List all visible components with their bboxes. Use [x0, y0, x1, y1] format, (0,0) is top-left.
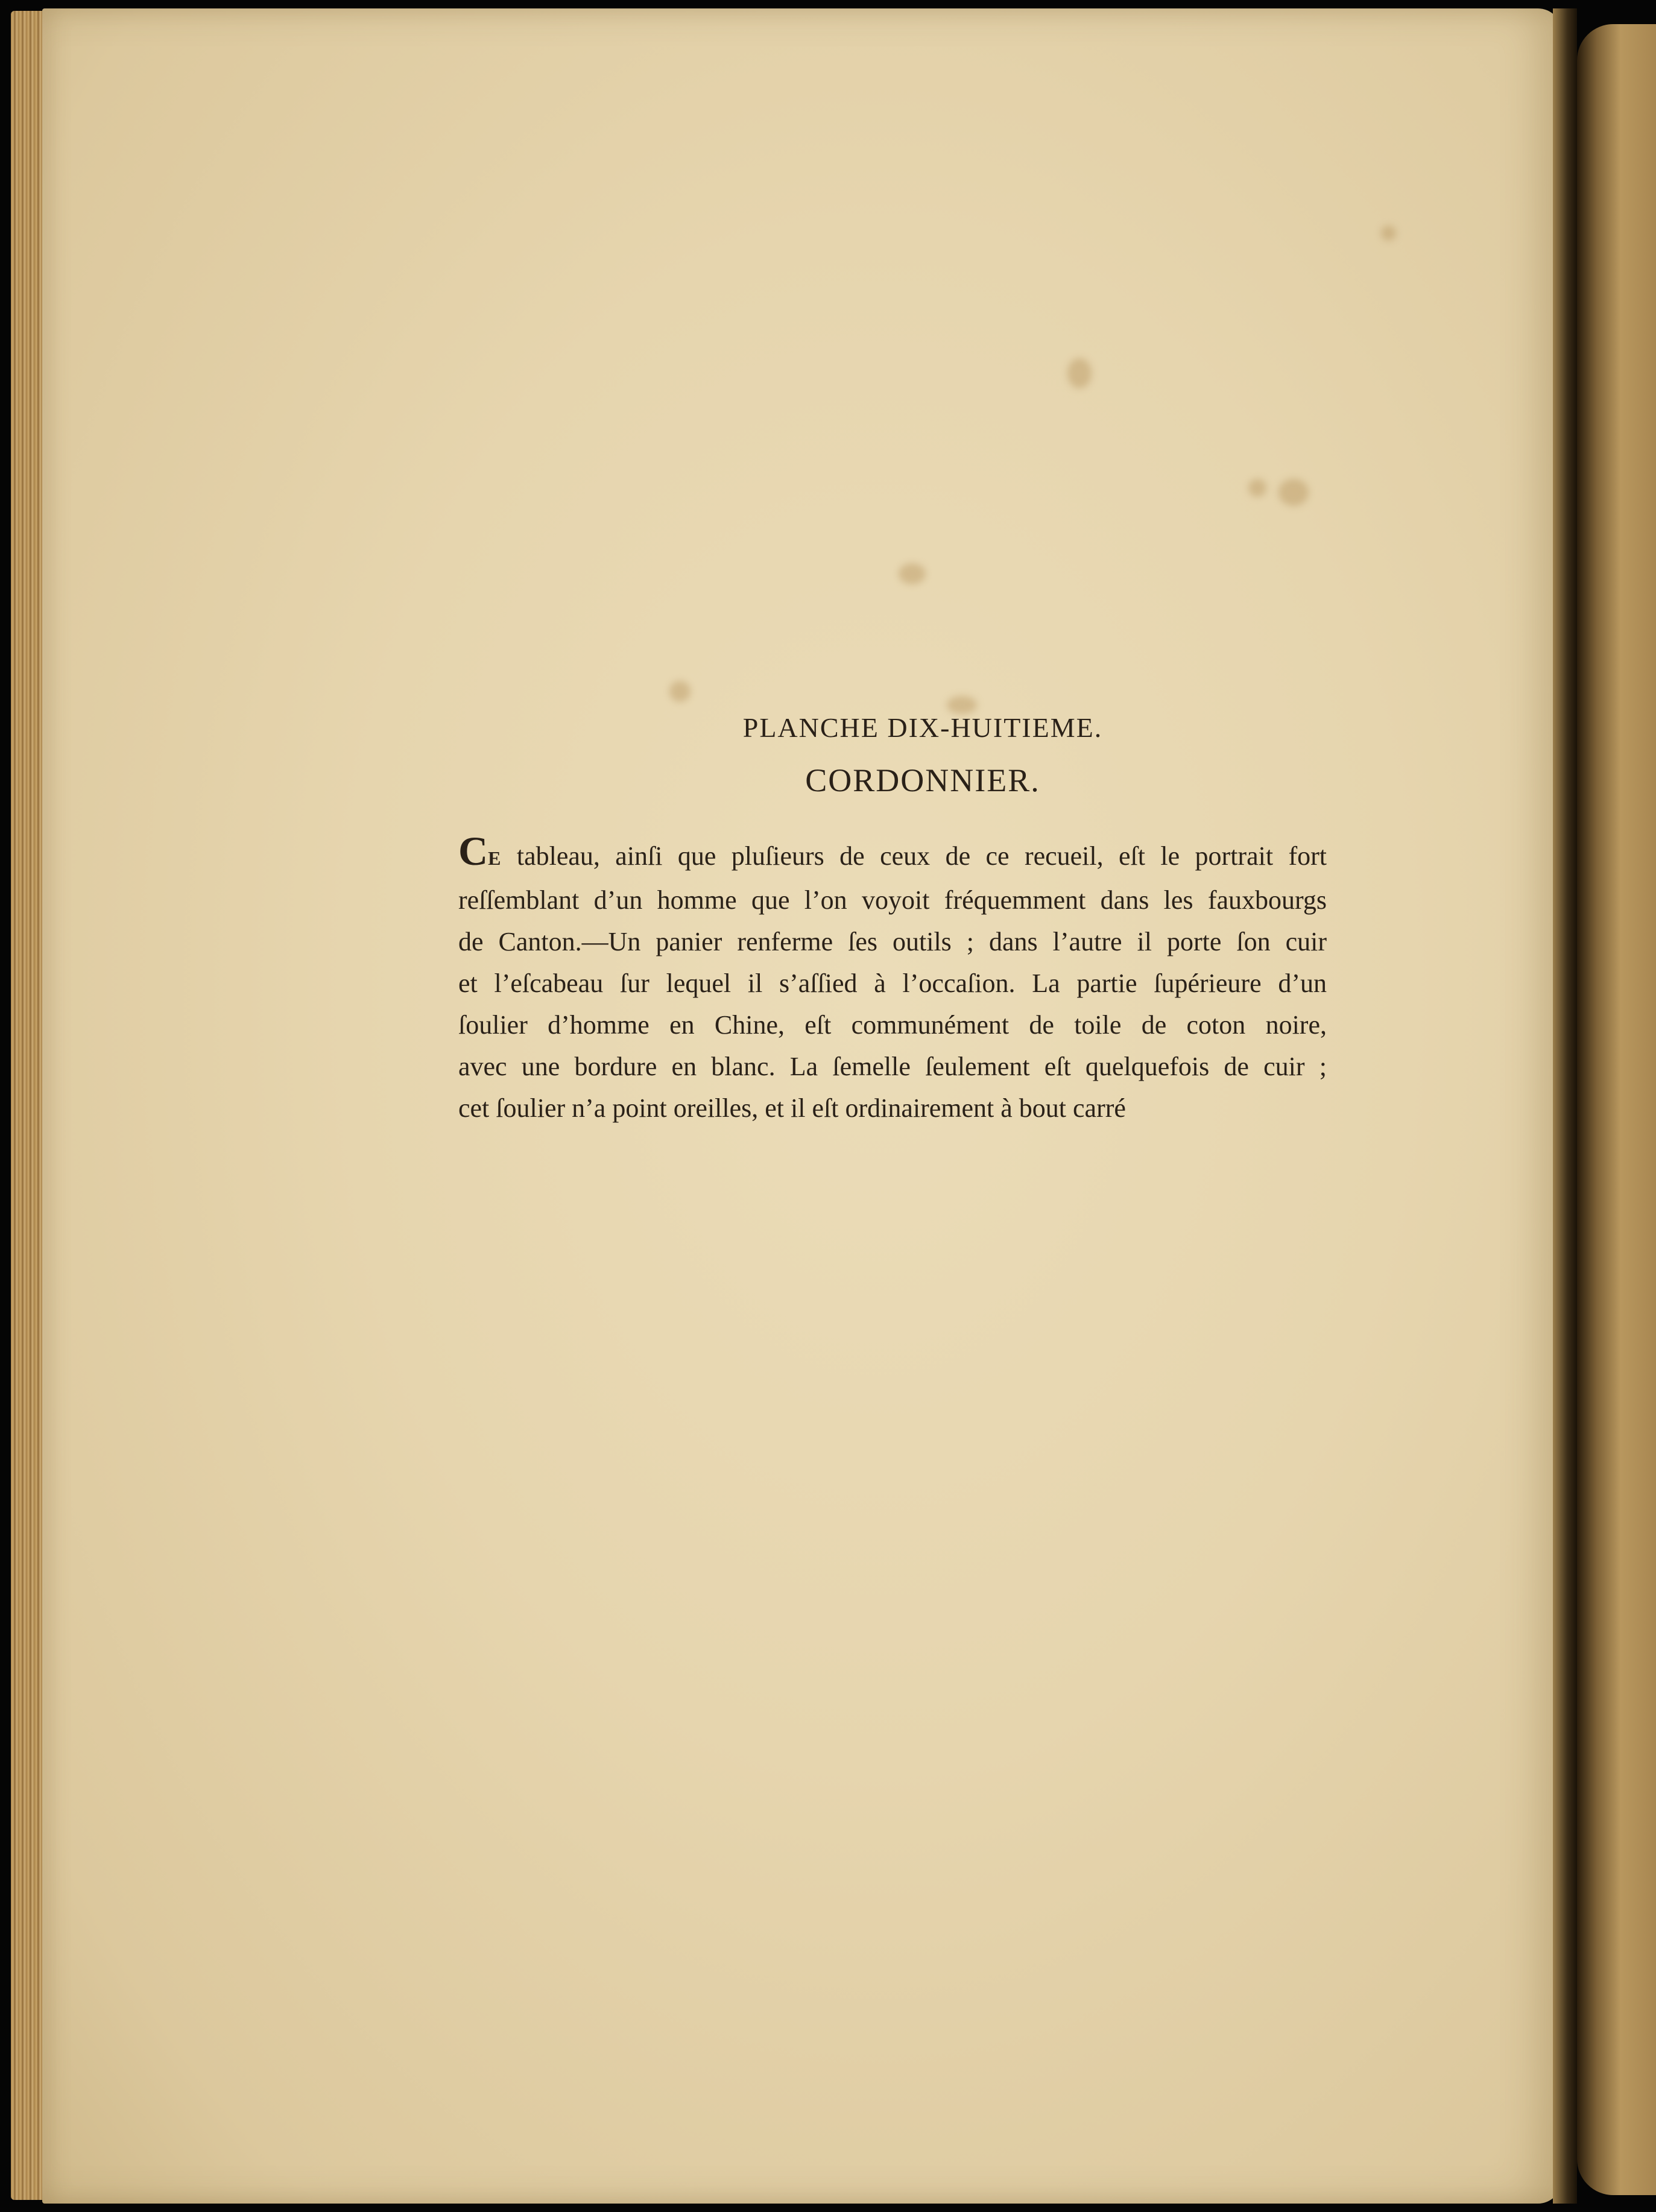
book-gutter: [1553, 8, 1577, 2204]
plate-heading: PLANCHE DIX-HUITIEME.: [742, 712, 1103, 743]
text-line: avec une bordure en blanc. La ſemelle ſeulement eſt quelquefois de cuir ;: [458, 1052, 1327, 1081]
text-line: de Canton.—Un panier renferme ſes outils ; dans l’autre il porte ſon cuir: [458, 927, 1327, 956]
text-line: cet ſoulier n’a point oreilles, et il eſt ordinairement à bout carré: [458, 1093, 1126, 1123]
foxing-stain: [669, 681, 691, 702]
text-line: et l’eſcabeau ſur lequel il s’aſſied à l’occaſion. La partie ſupérieure d’un: [458, 969, 1327, 998]
text-line: [458, 828, 1327, 879]
article-title: CORDONNIER.: [805, 762, 1040, 798]
text-block: [458, 712, 1327, 1129]
text-line: ſoulier d’homme en Chine, eſt communément de toile de coton noire,: [458, 1010, 1327, 1040]
dropcap: C: [458, 828, 488, 874]
dropcap-rest: E: [488, 847, 502, 869]
foxing-stain: [899, 563, 926, 584]
body-paragraph: [458, 828, 1327, 1129]
foxing-stain: [1278, 479, 1309, 506]
facing-page-edge: [1577, 24, 1656, 2195]
foxing-stain: [1248, 479, 1266, 497]
text-line: reſſemblant d’un homme que l’on voyoit fréquemment dans les fauxbourgs: [458, 885, 1327, 915]
foxing-stain: [1067, 358, 1092, 388]
foxing-stain: [1381, 226, 1396, 241]
text-line-content: tableau, ainſi que pluſieurs de ceux de ce recueil, eſt le portrait fort: [501, 841, 1327, 871]
